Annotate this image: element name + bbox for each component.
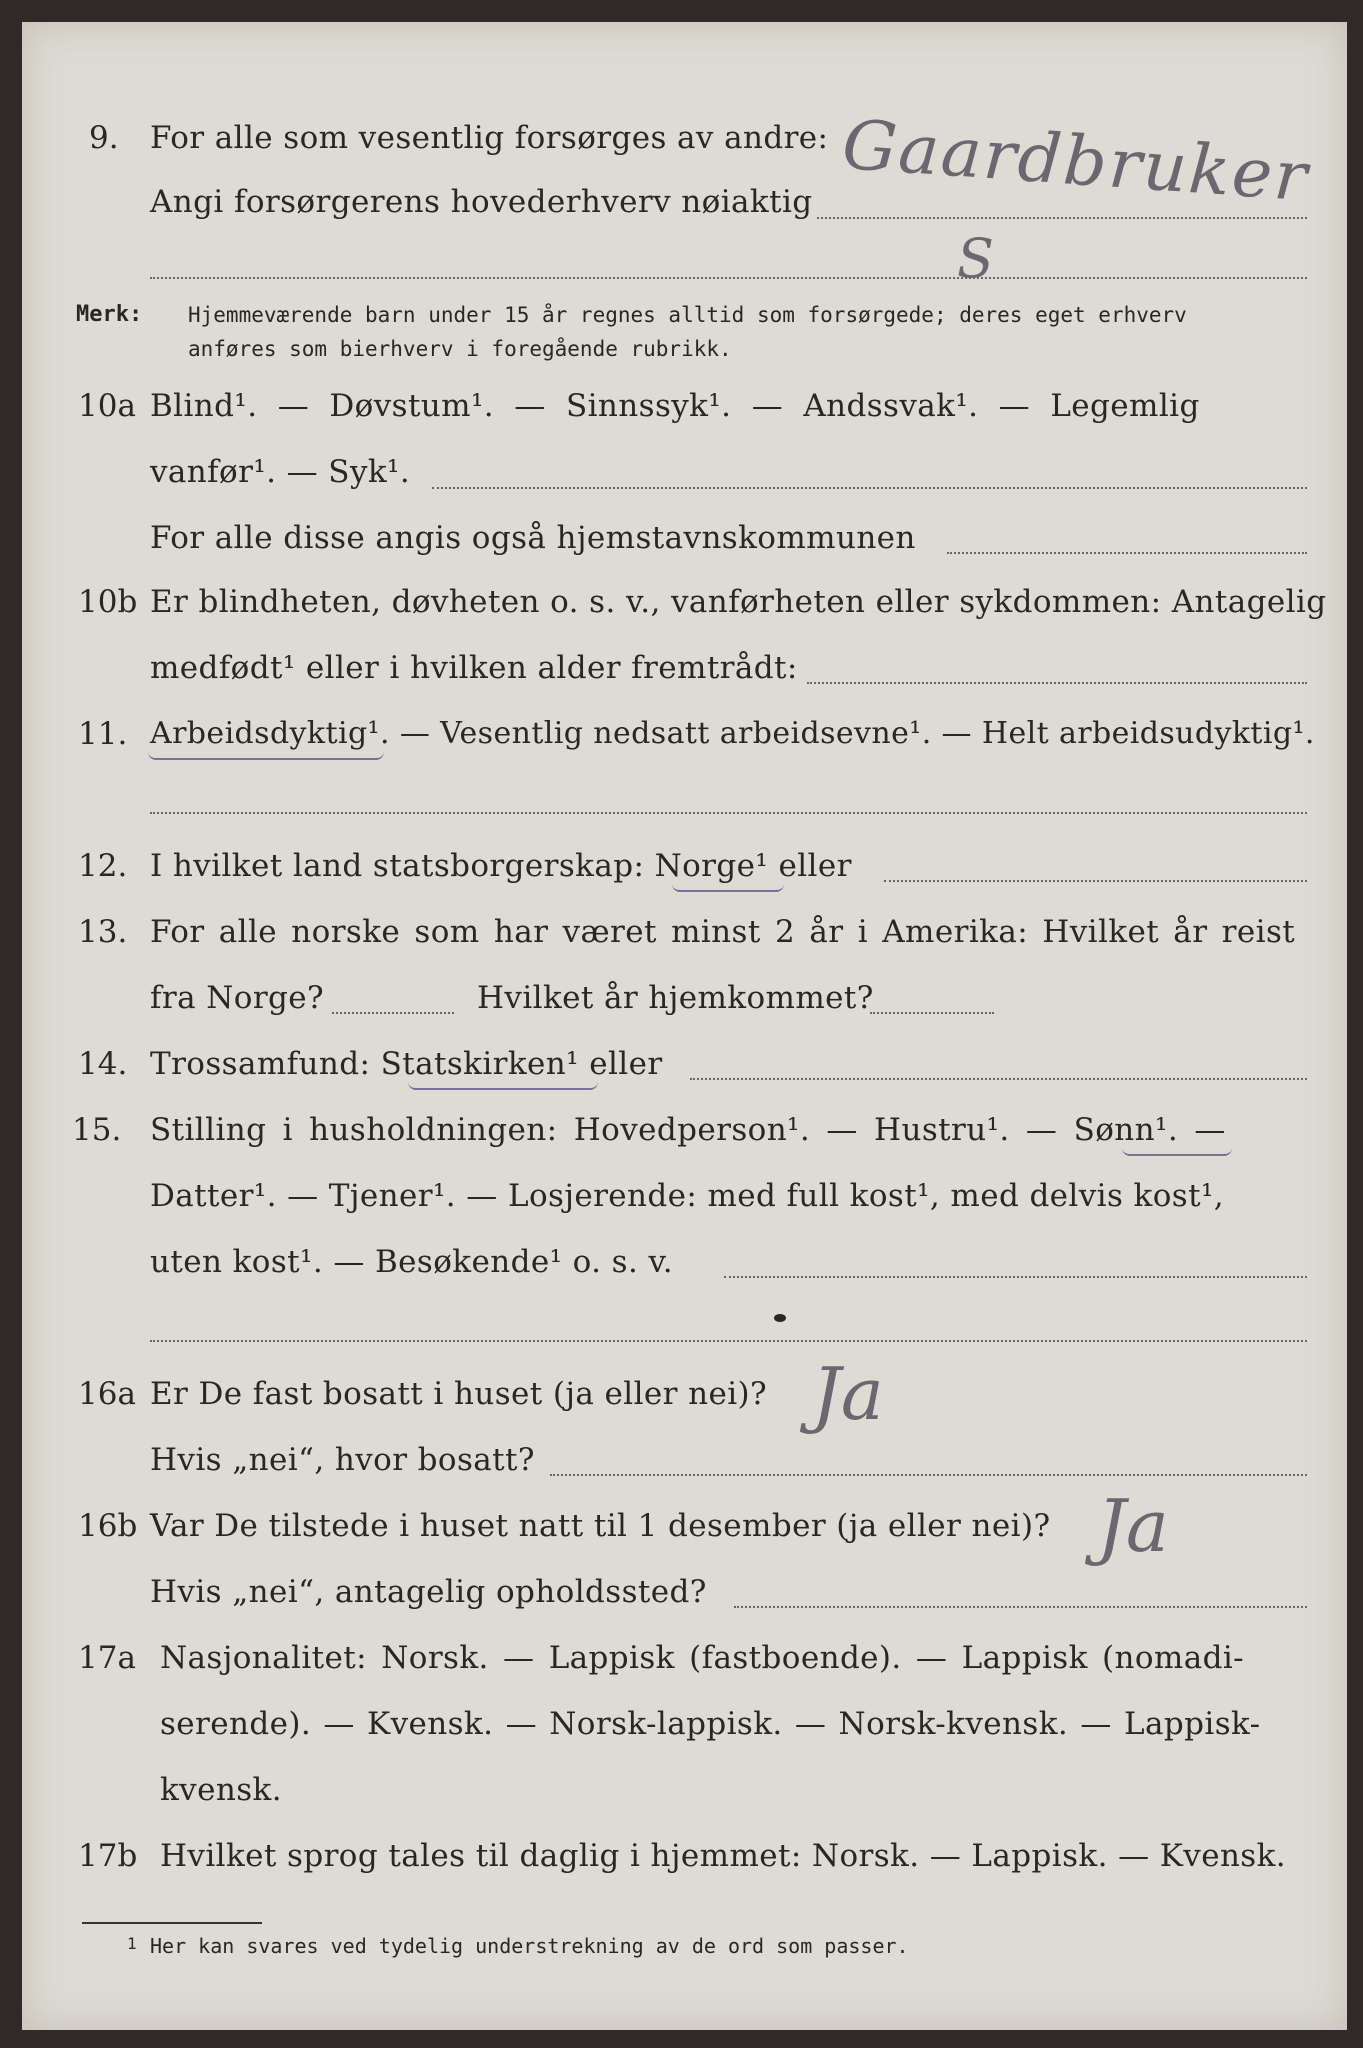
q10b-number: 10b xyxy=(78,584,138,620)
q10b-line2: medfødt¹ eller i hvilken alder fremtrådt: xyxy=(150,650,798,686)
q16a-line2: Hvis „nei“, hvor bosatt? xyxy=(150,1442,535,1478)
q14-line1: Trossamfund: Statskirken¹ eller xyxy=(150,1046,663,1082)
q16b-line2: Hvis „nei“, antagelig opholdssted? xyxy=(150,1574,707,1610)
q9-handwritten-answer: Gaardbruker xyxy=(839,105,1312,218)
q11-handwritten-underline xyxy=(148,752,384,760)
q15-line3: uten kost¹. — Besøkende¹ o. s. v. xyxy=(150,1244,673,1280)
q16a-answer-line xyxy=(550,1474,1307,1476)
q17a-line1: Nasjonalitet: Norsk. — Lappisk (fastboende). — Lappisk (nomadi- xyxy=(160,1640,1245,1676)
merk-line1: Hjemmeværende barn under 15 år regnes alltid som forsørgede; deres eget erhverv xyxy=(188,303,1187,327)
q12-answer-line xyxy=(884,880,1307,882)
q16b-line1: Var De tilstede i huset natt til 1 desember (ja eller nei)? xyxy=(150,1508,1051,1544)
q10a-line2: vanfør¹. — Syk¹. xyxy=(150,454,411,490)
ink-spot xyxy=(774,1314,786,1322)
q15-line2: Datter¹. — Tjener¹. — Losjerende: med full kost¹, med delvis kost¹, xyxy=(150,1178,1225,1214)
q13-number: 13. xyxy=(78,914,128,950)
q14-answer-line xyxy=(690,1078,1307,1080)
q16b-handwritten-answer: Ja xyxy=(1097,1484,1169,1568)
q11-number: 11. xyxy=(78,716,128,752)
q9-answer-line xyxy=(817,217,1307,219)
q17a-line3: kvensk. xyxy=(160,1772,282,1808)
q12-line1: I hvilket land statsborgerskap: Norge¹ eller xyxy=(150,848,852,884)
q10a-line1: Blind¹. — Døvstum¹. — Sinnssyk¹. — Andssvak¹. — Legemlig xyxy=(150,388,1200,424)
q13-year-returned-line xyxy=(870,1012,994,1014)
q9-line2: Angi forsørgerens hovederhverv nøiaktig xyxy=(150,184,813,220)
q11-separator xyxy=(150,812,1307,814)
q9-handwritten-mark: S xyxy=(957,227,994,290)
merk-label: Merk: xyxy=(76,302,143,327)
q14-handwritten-underline xyxy=(408,1082,598,1090)
q16a-line1: Er De fast bosatt i huset (ja eller nei)? xyxy=(150,1376,768,1412)
q14-number: 14. xyxy=(78,1046,128,1082)
merk-line2: anføres som bierhverv i foregående rubrikk. xyxy=(188,337,732,361)
q16b-answer-line xyxy=(734,1606,1307,1608)
census-form-page xyxy=(22,22,1347,2030)
q10a-line3: For alle disse angis også hjemstavnskommunen xyxy=(150,520,916,556)
q16a-handwritten-answer: Ja xyxy=(812,1352,884,1436)
footnote-mark: 1 xyxy=(127,1934,137,1953)
q10a-home-municipality-line xyxy=(947,552,1307,554)
q10a-answer-line xyxy=(432,487,1307,489)
footnote-rule xyxy=(82,1922,262,1924)
footnote-text: Her kan svares ved tydelig understrekning av de ord som passer. xyxy=(150,1934,909,1958)
q10a-number: 10a xyxy=(78,388,136,424)
q10b-answer-line xyxy=(807,682,1307,684)
q15-answer-line xyxy=(724,1276,1307,1278)
q12-number: 12. xyxy=(78,848,128,884)
q16a-number: 16a xyxy=(78,1376,136,1412)
q13-year-left-line xyxy=(332,1012,454,1014)
q17a-line2: serende). — Kvensk. — Norsk-lappisk. — Norsk-kvensk. — Lappisk- xyxy=(160,1706,1261,1742)
q13-line2b: Hvilket år hjemkommet? xyxy=(477,980,874,1016)
q15-handwritten-underline xyxy=(1122,1148,1232,1156)
q15-number: 15. xyxy=(72,1112,122,1148)
q10b-line1: Er blindheten, døvheten o. s. v., vanførheten eller sykdommen: Antagelig xyxy=(150,584,1327,620)
q13-line1: For alle norske som har været minst 2 år i Amerika: Hvilket år reist xyxy=(150,914,1296,950)
q12-handwritten-underline xyxy=(672,884,784,892)
q13-line2a: fra Norge? xyxy=(150,980,325,1016)
q17b-line1: Hvilket sprog tales til daglig i hjemmet: Norsk. — Lappisk. — Kvensk. xyxy=(160,1838,1287,1874)
q9-number: 9. xyxy=(89,120,119,156)
q15-separator xyxy=(150,1340,1307,1342)
q11-line1: Arbeidsdyktig¹. — Vesentlig nedsatt arbeidsevne¹. — Helt arbeidsudyktig¹. xyxy=(150,716,1315,751)
q15-line1: Stilling i husholdningen: Hovedperson¹. — Hustru¹. — Sønn¹. — xyxy=(150,1112,1226,1148)
q17a-number: 17a xyxy=(78,1640,136,1676)
q16b-number: 16b xyxy=(78,1508,138,1544)
q17b-number: 17b xyxy=(78,1838,138,1874)
q9-line1: For alle som vesentlig forsørges av andre: xyxy=(150,120,829,156)
q9-separator xyxy=(150,277,1307,279)
